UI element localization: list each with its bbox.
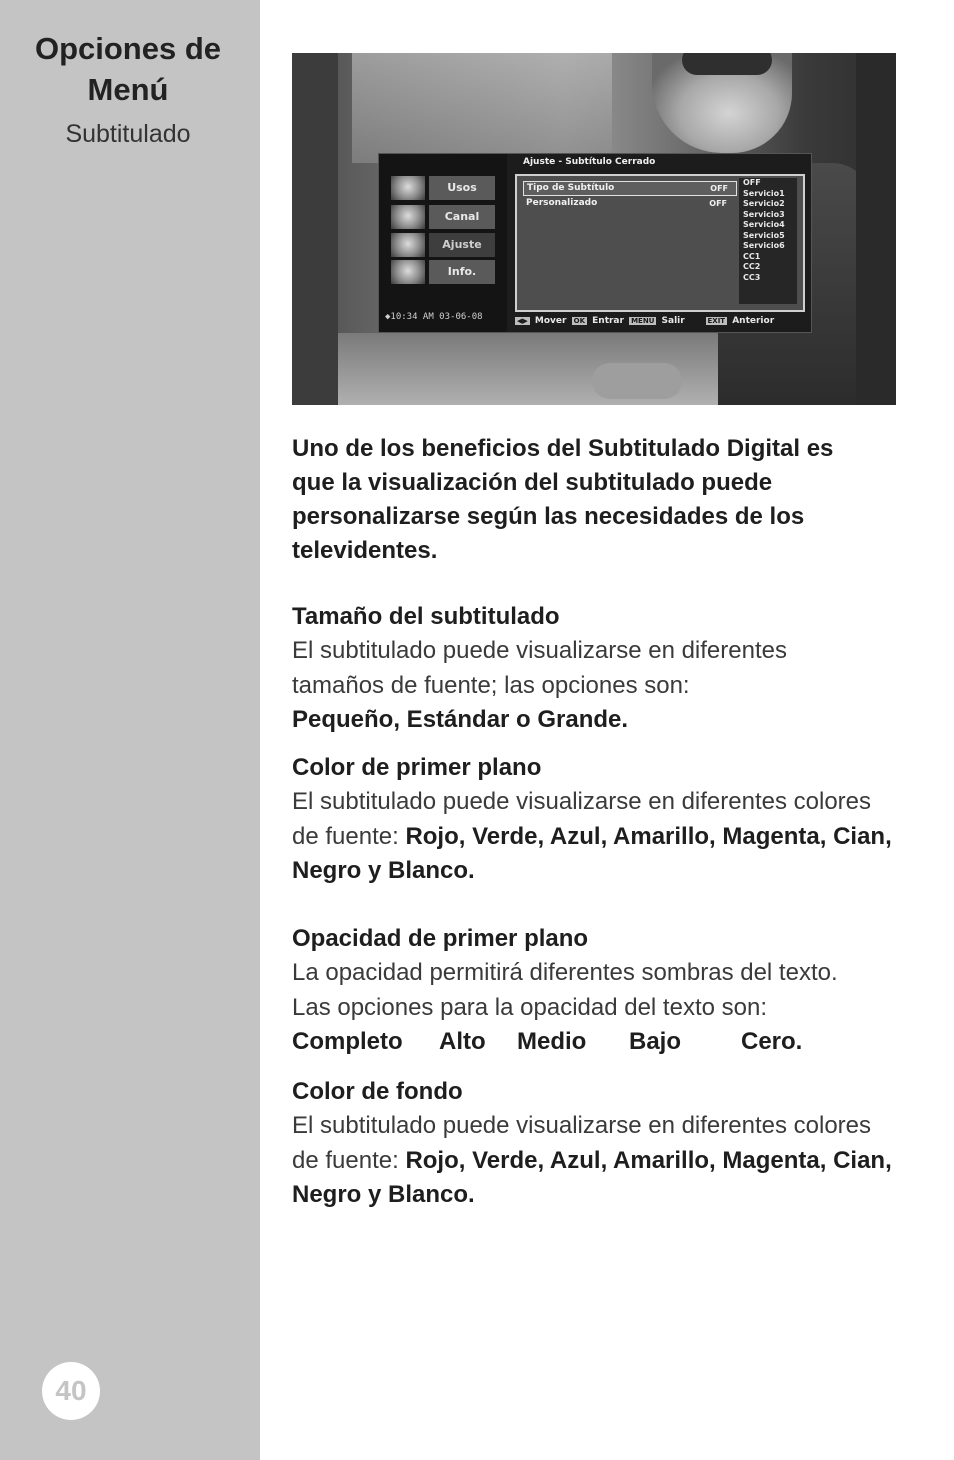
page-subtitle: Subtitulado xyxy=(65,120,191,148)
osd-sidebar xyxy=(379,154,507,332)
osd-option[interactable]: CC2 xyxy=(743,262,761,271)
section-text: El subtitulado puede visualizarse en diferentes colores xyxy=(292,788,872,815)
globe-icon xyxy=(391,176,425,200)
opacity-option: Cero. xyxy=(741,1028,803,1055)
section-text: La opacidad permitirá diferentes sombras del texto. xyxy=(292,959,838,986)
hint-move: Mover xyxy=(534,316,567,326)
opacity-option: Bajo xyxy=(629,1028,682,1055)
osd-row-label: Personalizado xyxy=(526,198,598,208)
osd-item-label: Canal xyxy=(429,205,495,229)
screenshot-athlete-arm xyxy=(592,363,682,399)
section-text-prefix: de fuente: xyxy=(292,822,406,850)
settings-icon xyxy=(391,233,425,257)
osd-title: Ajuste - Subtítulo Cerrado xyxy=(523,157,656,167)
page-title-line1: Opciones de xyxy=(34,31,222,66)
page-title xyxy=(0,28,256,110)
osd-item-usos[interactable] xyxy=(391,176,495,200)
screenshot-bg-right xyxy=(856,53,896,405)
tv-screenshot xyxy=(292,53,896,405)
screenshot-bg-left xyxy=(292,53,338,405)
osd-item-label: Ajuste xyxy=(429,233,495,257)
section-bg-color xyxy=(292,1075,892,1213)
osd-item-info[interactable] xyxy=(391,260,495,284)
ok-key: OK xyxy=(573,317,585,325)
osd-option[interactable]: OFF xyxy=(743,178,761,187)
section-text: tamaños de fuente; las opciones son: xyxy=(292,671,690,699)
info-icon xyxy=(391,260,425,284)
satellite-icon xyxy=(391,205,425,229)
hint-previous: Anterior xyxy=(732,316,775,326)
page-title-line2: Menú xyxy=(87,72,169,107)
osd-option[interactable]: CC3 xyxy=(743,272,761,282)
opacity-option: Alto xyxy=(439,1028,486,1055)
osd-row-value: OFF xyxy=(710,184,728,193)
section-heading: Opacidad de primer plano xyxy=(292,925,589,952)
section-text-line xyxy=(292,1144,892,1179)
section-fg-opacity xyxy=(292,922,892,1059)
sidebar xyxy=(0,0,260,1460)
osd-option[interactable]: CC1 xyxy=(743,251,761,261)
section-text: El subtitulado puede visualizarse en diferentes colores xyxy=(292,1112,872,1139)
osd-item-label: Usos xyxy=(429,176,495,200)
hint-exit: Salir xyxy=(661,316,685,326)
section-fg-color xyxy=(292,751,892,889)
osd-menu xyxy=(378,153,812,333)
section-options: Rojo, Verde, Azul, Amarillo, Magenta, Cian, xyxy=(405,822,892,850)
opacity-options xyxy=(292,1025,892,1059)
section-text: Las opciones para la opacidad del texto son: xyxy=(292,993,767,1021)
section-options: Rojo, Verde, Azul, Amarillo, Magenta, Cian, xyxy=(405,1146,892,1174)
page-number: 40 xyxy=(42,1362,100,1420)
osd-option[interactable]: Servicio6 xyxy=(743,241,785,250)
section-text-prefix: de fuente: xyxy=(292,1146,406,1174)
section-heading: Color de primer plano xyxy=(292,754,542,781)
osd-panel xyxy=(515,174,805,312)
section-text: El subtitulado puede visualizarse en diferentes xyxy=(292,637,787,664)
section-text-line xyxy=(292,820,892,855)
osd-row-subtitle-type[interactable] xyxy=(523,181,737,196)
menu-key: MENU xyxy=(631,317,655,325)
osd-option[interactable]: Servicio2 xyxy=(743,199,785,208)
section-options: Pequeño, Estándar o Grande. xyxy=(292,706,629,733)
opacity-option: Medio xyxy=(517,1028,587,1055)
osd-item-ajuste[interactable] xyxy=(391,233,495,257)
osd-hint-bar xyxy=(513,316,774,326)
osd-option[interactable]: Servicio4 xyxy=(743,220,785,229)
intro-paragraph: Uno de los beneficios del Subtitulado Digital es que la visualización del subtitulado puede personalizarse según las necesidades de los televidentes. xyxy=(292,435,834,564)
osd-option[interactable]: Servicio5 xyxy=(743,230,785,240)
section-heading: Tamaño del subtitulado xyxy=(292,603,560,630)
osd-option[interactable]: Servicio1 xyxy=(743,188,785,198)
osd-row-custom[interactable] xyxy=(523,197,735,210)
arrows-icon: ◀▶ xyxy=(517,317,528,325)
screenshot-bg-gym xyxy=(352,53,612,163)
osd-row-label: Tipo de Subtítulo xyxy=(527,183,615,193)
screenshot-athlete-hair xyxy=(682,53,772,75)
opacity-option: Completo xyxy=(292,1028,403,1055)
osd-item-canal[interactable] xyxy=(391,205,495,229)
hint-enter: Entrar xyxy=(592,316,624,326)
exit-key: EXIT xyxy=(707,317,726,325)
section-size xyxy=(292,600,892,738)
osd-clock: ◆10:34 AM 03-06-08 xyxy=(385,312,483,322)
osd-option[interactable]: Servicio3 xyxy=(743,209,785,219)
osd-option-list xyxy=(739,178,797,304)
section-options: Negro y Blanco. xyxy=(292,1181,475,1208)
osd-row-value: OFF xyxy=(709,199,727,208)
section-heading: Color de fondo xyxy=(292,1078,463,1105)
section-options: Negro y Blanco. xyxy=(292,857,475,884)
osd-item-label: Info. xyxy=(429,260,495,284)
